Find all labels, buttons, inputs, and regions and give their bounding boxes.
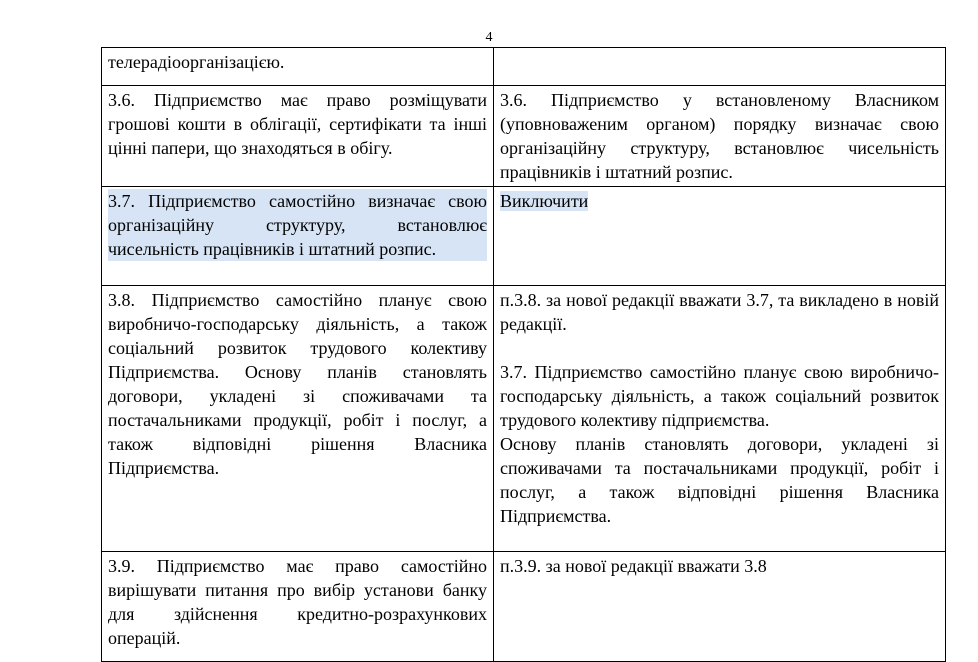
table-cell-proposed	[494, 86, 946, 187]
table-cell-proposed	[494, 552, 946, 662]
table-cell-current	[102, 48, 494, 86]
cell-paragraph: 3.8. Підприємство самостійно планує свою виробничо-господарську діяльність, а також соціальний розвиток трудового колективу Підприємства. Основу планів становлять договори, укладені зі споживачами та постачальниками продукції, робіт і послуг, а також відповідні рішення Власника Підприємства.	[108, 290, 487, 478]
cell-paragraph: 3.7. Підприємство самостійно планує свою виробничо-господарську діяльність, а також соціальний розвиток трудового колективу підприємства.	[500, 362, 939, 430]
table-cell-proposed	[494, 48, 946, 86]
cell-paragraph: 3.9. Підприємство має право самостійно вирішувати питання про вибір установи банку для здійснення кредитно-розрахункових операцій.	[108, 556, 487, 648]
cell-paragraph: 3.6. Підприємство має право розміщувати грошові кошти в облігації, сертифікати та інші цінні папери, що знаходяться в обігу.	[108, 90, 487, 158]
table-cell-current	[102, 187, 494, 286]
table-row	[102, 48, 946, 86]
page-number: 4	[485, 30, 493, 45]
cell-paragraph: Основу планів становлять договори, укладені зі споживачами та постачальниками продукції, робіт і послуг, а також відповідні рішення Власника Підприємства.	[500, 434, 939, 526]
table-cell-proposed	[494, 286, 946, 552]
cell-paragraph: 3.6. Підприємство у встановленому Власником (уповноваженим органом) порядку визначає свою організаційну структуру, встановлює чисельність працівників і штатний розпис.	[500, 90, 939, 182]
table-row	[102, 86, 946, 187]
cell-paragraph: п.3.9. за нової редакції вважати 3.8	[500, 556, 767, 576]
table-row	[102, 286, 946, 552]
table-cell-current	[102, 286, 494, 552]
table-row	[102, 187, 946, 286]
blank-line	[500, 336, 939, 360]
highlighted-paragraph[interactable]: 3.7. Підприємство самостійно визначає свою організаційну структуру, встановлює чисельність працівників і штатний розпис.	[108, 191, 487, 259]
highlighted-paragraph[interactable]: Виключити	[500, 191, 589, 211]
cell-paragraph: телерадіоорганізацією.	[108, 52, 285, 72]
comparison-table	[101, 47, 946, 662]
table-cell-current	[102, 86, 494, 187]
table-cell-current	[102, 552, 494, 662]
table-row	[102, 552, 946, 662]
cell-paragraph: п.3.8. за нової редакції вважати 3.7, та викладено в новій редакції.	[500, 290, 939, 334]
table-cell-proposed	[494, 187, 946, 286]
